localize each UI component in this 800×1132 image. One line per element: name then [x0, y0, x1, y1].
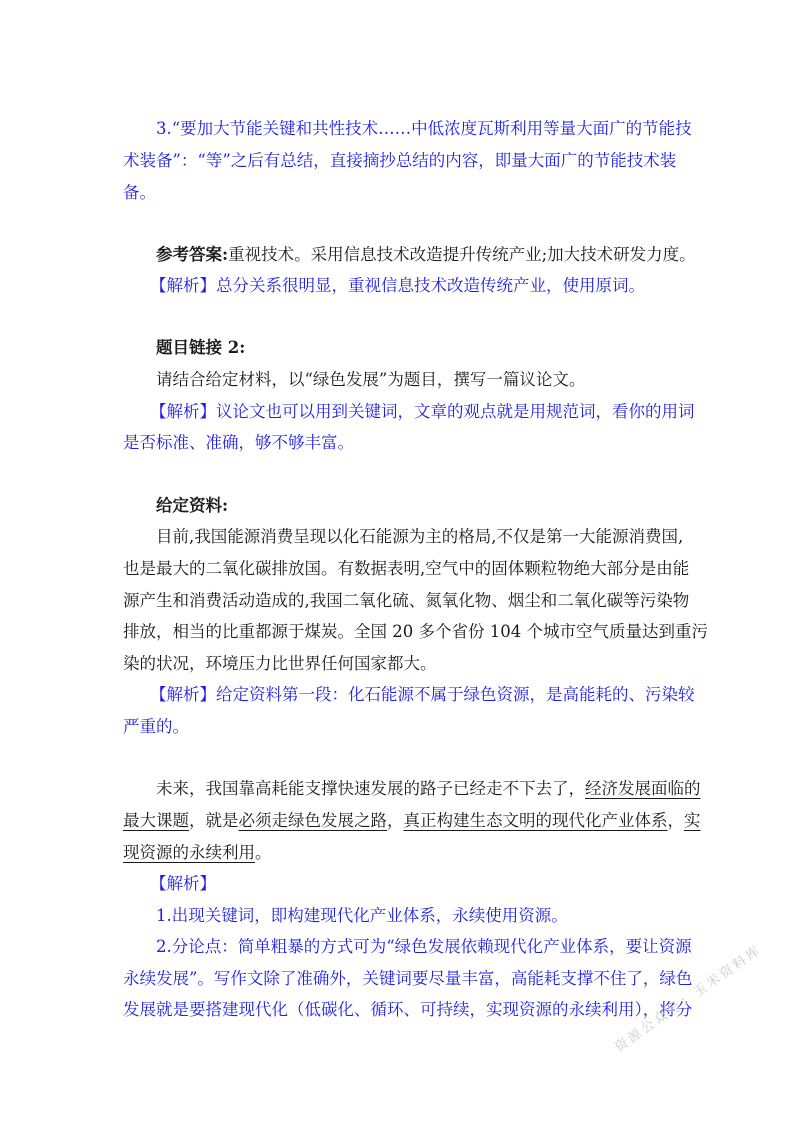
underlined-phrase: 经济发展面临的	[585, 779, 701, 798]
analysis2-item1: 1.出现关键词，即构建现代化产业体系，永续使用资源。	[156, 906, 568, 925]
watermark: 资源公众号：玉米资料库	[612, 942, 766, 1056]
topic2-title: 题目链接 2:	[156, 338, 246, 357]
analysis-tag: 【解析】	[150, 402, 216, 421]
p2-text: ，就是	[189, 811, 239, 830]
analysis-text: 给定资料第一段：化石能源不属于绿色资源，是高能耗的、污染较	[216, 685, 695, 704]
material-p1-line2: 也是最大的二氧化碳排放国。有数据表明,空气中的固体颗粒物绝大部分是由能	[123, 559, 690, 578]
analysis-1	[150, 273, 645, 299]
section1-line1: 3.“要加大节能关键和共性技术……中低浓度瓦斯利用等量大面广的节能技	[156, 119, 692, 138]
analysis2-item2-line3: 发展就是要搭建现代化（低碳化、循环、可持续，实现资源的永续利用），将分	[123, 1000, 693, 1019]
underlined-phrase: 实	[684, 811, 701, 830]
section1-line2: 术装备”：“等”之后有总结，直接摘抄总结的内容，即量大面广的节能技术装	[123, 151, 677, 170]
analysis2-item2-line1: 2.分论点：简单粗暴的方式可为“绿色发展依赖现代化产业体系，要让资源	[156, 937, 692, 956]
underlined-phrase: 最大课题	[123, 811, 189, 830]
reference-answer	[156, 242, 696, 268]
p2-text: ，	[387, 811, 404, 830]
answer-label: 参考答案:	[156, 245, 229, 264]
analysis2-item2-line2: 永续发展”。写作文除了准确外，关键词要尽量丰富，高能耗支撑不住了，绿色	[123, 969, 693, 988]
topic2-analysis-line2: 是否标准、准确，够不够丰富。	[123, 433, 354, 452]
material-analysis1-line1	[150, 682, 695, 708]
material-p1-line1: 目前,我国能源消费呈现以化石能源为主的格局,不仅是第一大能源消费国,	[156, 527, 684, 546]
material-analysis2-tag: 【解析】	[150, 874, 216, 893]
topic2-analysis-line1	[150, 399, 695, 425]
analysis-text: 总分关系很明显，重视信息技术改造传统产业，使用原词。	[216, 276, 645, 295]
analysis-tag: 【解析】	[150, 276, 216, 295]
material-p2-line3	[123, 840, 272, 866]
p2-text: ，	[667, 811, 684, 830]
answer-text: 重视技术。采用信息技术改造提升传统产业;加大技术研发力度。	[228, 245, 696, 264]
material-p2-line2	[123, 808, 701, 834]
underlined-phrase: 必须走绿色发展之路	[238, 811, 387, 830]
underlined-phrase: 现资源的永续利用	[123, 843, 255, 862]
analysis-tag: 【解析】	[150, 685, 216, 704]
p2-text: 未来，我国靠高耗能支撑快速发展的路子已经走不下去了，	[156, 779, 585, 798]
material-title: 给定资料:	[156, 496, 229, 515]
topic2-question: 请结合给定材料，以“绿色发展”为题目，撰写一篇议论文。	[156, 370, 586, 389]
analysis-text: 议论文也可以用到关键词，文章的观点就是用规范词，看你的用词	[216, 402, 695, 421]
material-p1-line3: 源产生和消费活动造成的,我国二氧化硫、氮氧化物、烟尘和二氧化碳等污染物	[123, 591, 690, 610]
material-p2-line1	[156, 776, 701, 802]
material-p1-line4: 排放，相当的比重都源于煤炭。全国 20 多个省份 104 个城市空气质量达到重污	[123, 622, 708, 641]
p2-text: 。	[255, 843, 272, 862]
material-analysis1-line2: 严重的。	[123, 717, 189, 736]
section1-line3: 备。	[123, 183, 156, 202]
material-p1-line5: 染的状况，环境压力比世界任何国家都大。	[123, 654, 437, 673]
underlined-phrase: 真正构建生态文明的现代化产业体系	[403, 811, 668, 830]
